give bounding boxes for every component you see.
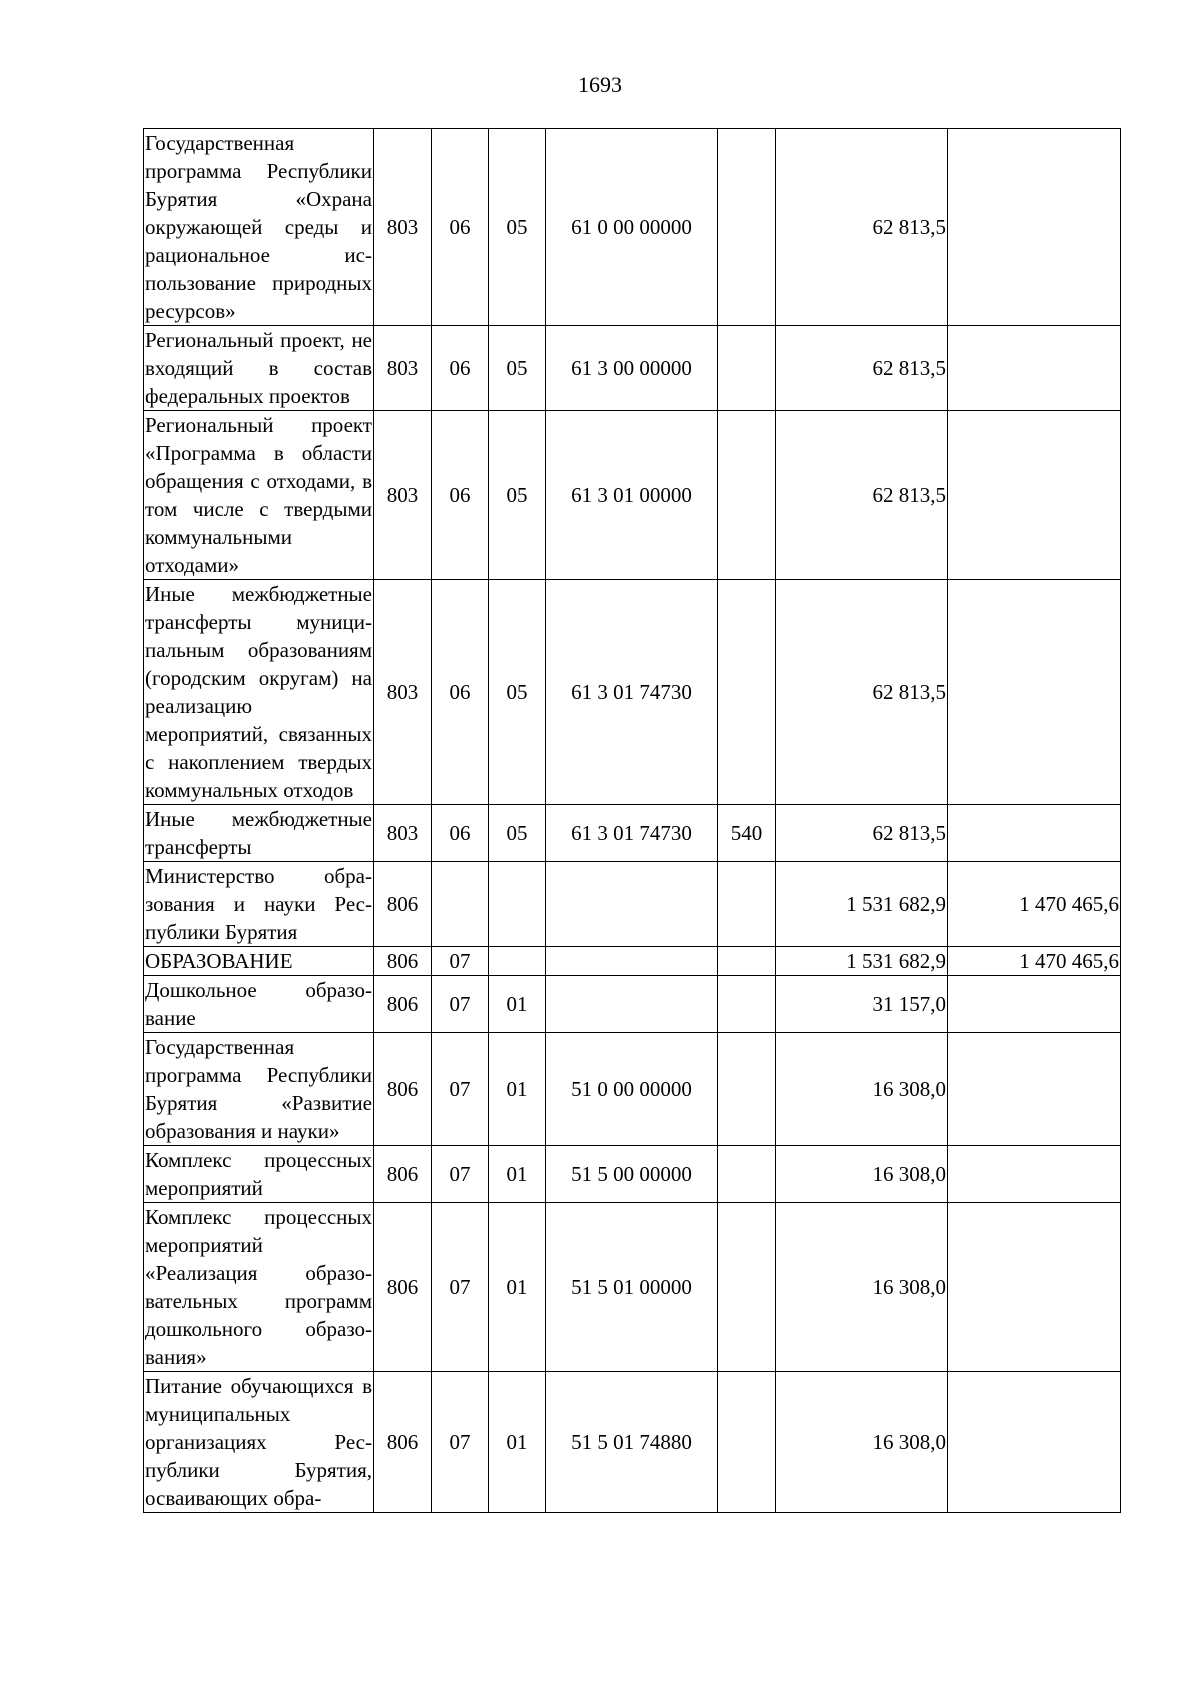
row-name-cell: Питание обучающихся в муниципальных организациях Республики Бурятия, осваивающих обра- (144, 1372, 374, 1513)
expense-type-cell (718, 862, 776, 947)
subsection-code-cell (489, 862, 546, 947)
section-code-cell: 07 (432, 1372, 489, 1513)
section-code-cell: 07 (432, 1033, 489, 1146)
expense-type-cell (718, 129, 776, 326)
row-name-cell: Иные межбюджетные трансферты муниципальным образованиям (городским округам) на реализацию мероприятий, связанных с накоплением твердых коммунальных отходов (144, 580, 374, 805)
table-row (144, 411, 1121, 580)
amount-cell: 62 813,5 (776, 411, 948, 580)
table-row (144, 1146, 1121, 1203)
target-article-cell: 51 5 00 00000 (546, 1146, 718, 1203)
row-name-cell: Государственная программа Республики Бурятия «Охрана окружающей среды и рациональное использование природных ресурсов» (144, 129, 374, 326)
section-code-cell: 07 (432, 947, 489, 976)
table-row (144, 1033, 1121, 1146)
expense-type-cell (718, 580, 776, 805)
section-code-cell: 07 (432, 1203, 489, 1372)
table-row (144, 1372, 1121, 1513)
expense-type-cell (718, 947, 776, 976)
table-row (144, 862, 1121, 947)
amount-secondary-cell (948, 411, 1121, 580)
amount-secondary-cell (948, 1146, 1121, 1203)
expense-type-cell (718, 411, 776, 580)
target-article-cell: 61 0 00 00000 (546, 129, 718, 326)
subsection-code-cell: 01 (489, 976, 546, 1033)
table-row (144, 976, 1121, 1033)
ministry-code-cell: 806 (374, 1146, 432, 1203)
ministry-code-cell: 803 (374, 580, 432, 805)
amount-cell: 16 308,0 (776, 1372, 948, 1513)
section-code-cell: 07 (432, 1146, 489, 1203)
amount-secondary-cell (948, 1033, 1121, 1146)
target-article-cell: 61 3 01 00000 (546, 411, 718, 580)
row-name-cell: Региональный проект «Программа в области обращения с отходами, в том числе с твердыми коммунальными отходами» (144, 411, 374, 580)
target-article-cell: 61 3 01 74730 (546, 805, 718, 862)
amount-cell: 1 531 682,9 (776, 947, 948, 976)
table-row (144, 129, 1121, 326)
ministry-code-cell: 806 (374, 976, 432, 1033)
amount-secondary-cell (948, 326, 1121, 411)
section-code-cell: 06 (432, 129, 489, 326)
amount-secondary-cell (948, 805, 1121, 862)
expense-type-cell (718, 326, 776, 411)
section-code-cell (432, 862, 489, 947)
amount-secondary-cell: 1 470 465,6 (948, 862, 1121, 947)
expense-type-cell (718, 1033, 776, 1146)
target-article-cell: 61 3 01 74730 (546, 580, 718, 805)
ministry-code-cell: 806 (374, 1372, 432, 1513)
ministry-code-cell: 803 (374, 326, 432, 411)
section-code-cell: 06 (432, 580, 489, 805)
row-name-cell: Министерство образования и науки Республики Бурятия (144, 862, 374, 947)
budget-table (143, 128, 1121, 1513)
expense-type-cell (718, 1372, 776, 1513)
expense-type-cell (718, 976, 776, 1033)
row-name-cell: Иные межбюджетные трансферты (144, 805, 374, 862)
amount-secondary-cell (948, 1203, 1121, 1372)
target-article-cell (546, 862, 718, 947)
table-row (144, 580, 1121, 805)
row-name-cell: Комплекс процессных мероприятий (144, 1146, 374, 1203)
target-article-cell: 51 0 00 00000 (546, 1033, 718, 1146)
amount-secondary-cell (948, 129, 1121, 326)
expense-type-cell (718, 1203, 776, 1372)
row-name-cell: Комплекс процессных мероприятий «Реализация образовательных программ дошкольного образования» (144, 1203, 374, 1372)
section-code-cell: 06 (432, 411, 489, 580)
expense-type-cell: 540 (718, 805, 776, 862)
ministry-code-cell: 803 (374, 411, 432, 580)
amount-secondary-cell: 1 470 465,6 (948, 947, 1121, 976)
table-body (144, 129, 1121, 1513)
target-article-cell (546, 976, 718, 1033)
target-article-cell: 51 5 01 00000 (546, 1203, 718, 1372)
subsection-code-cell: 01 (489, 1146, 546, 1203)
amount-cell: 1 531 682,9 (776, 862, 948, 947)
amount-cell: 16 308,0 (776, 1033, 948, 1146)
amount-cell: 62 813,5 (776, 580, 948, 805)
subsection-code-cell: 05 (489, 805, 546, 862)
expense-type-cell (718, 1146, 776, 1203)
subsection-code-cell: 01 (489, 1203, 546, 1372)
subsection-code-cell: 01 (489, 1372, 546, 1513)
amount-cell: 62 813,5 (776, 129, 948, 326)
row-name-cell: ОБРАЗОВАНИЕ (144, 947, 374, 976)
subsection-code-cell: 05 (489, 580, 546, 805)
amount-cell: 16 308,0 (776, 1203, 948, 1372)
table-row (144, 326, 1121, 411)
page-number: 1693 (578, 72, 622, 97)
row-name-cell: Государственная программа Республики Бурятия «Развитие образования и науки» (144, 1033, 374, 1146)
row-name-cell: Региональный проект, не входящий в состав федеральных проектов (144, 326, 374, 411)
ministry-code-cell: 806 (374, 1033, 432, 1146)
amount-cell: 62 813,5 (776, 805, 948, 862)
row-name-cell: Дошкольное образование (144, 976, 374, 1033)
table-row (144, 1203, 1121, 1372)
table-row (144, 947, 1121, 976)
amount-cell: 31 157,0 (776, 976, 948, 1033)
ministry-code-cell: 806 (374, 1203, 432, 1372)
section-code-cell: 07 (432, 976, 489, 1033)
amount-secondary-cell (948, 1372, 1121, 1513)
amount-cell: 16 308,0 (776, 1146, 948, 1203)
section-code-cell: 06 (432, 326, 489, 411)
target-article-cell: 51 5 01 74880 (546, 1372, 718, 1513)
target-article-cell: 61 3 00 00000 (546, 326, 718, 411)
amount-secondary-cell (948, 580, 1121, 805)
amount-cell: 62 813,5 (776, 326, 948, 411)
ministry-code-cell: 803 (374, 129, 432, 326)
ministry-code-cell: 806 (374, 947, 432, 976)
subsection-code-cell: 01 (489, 1033, 546, 1146)
subsection-code-cell: 05 (489, 326, 546, 411)
ministry-code-cell: 803 (374, 805, 432, 862)
subsection-code-cell (489, 947, 546, 976)
target-article-cell (546, 947, 718, 976)
amount-secondary-cell (948, 976, 1121, 1033)
ministry-code-cell: 806 (374, 862, 432, 947)
subsection-code-cell: 05 (489, 411, 546, 580)
table-row (144, 805, 1121, 862)
subsection-code-cell: 05 (489, 129, 546, 326)
section-code-cell: 06 (432, 805, 489, 862)
